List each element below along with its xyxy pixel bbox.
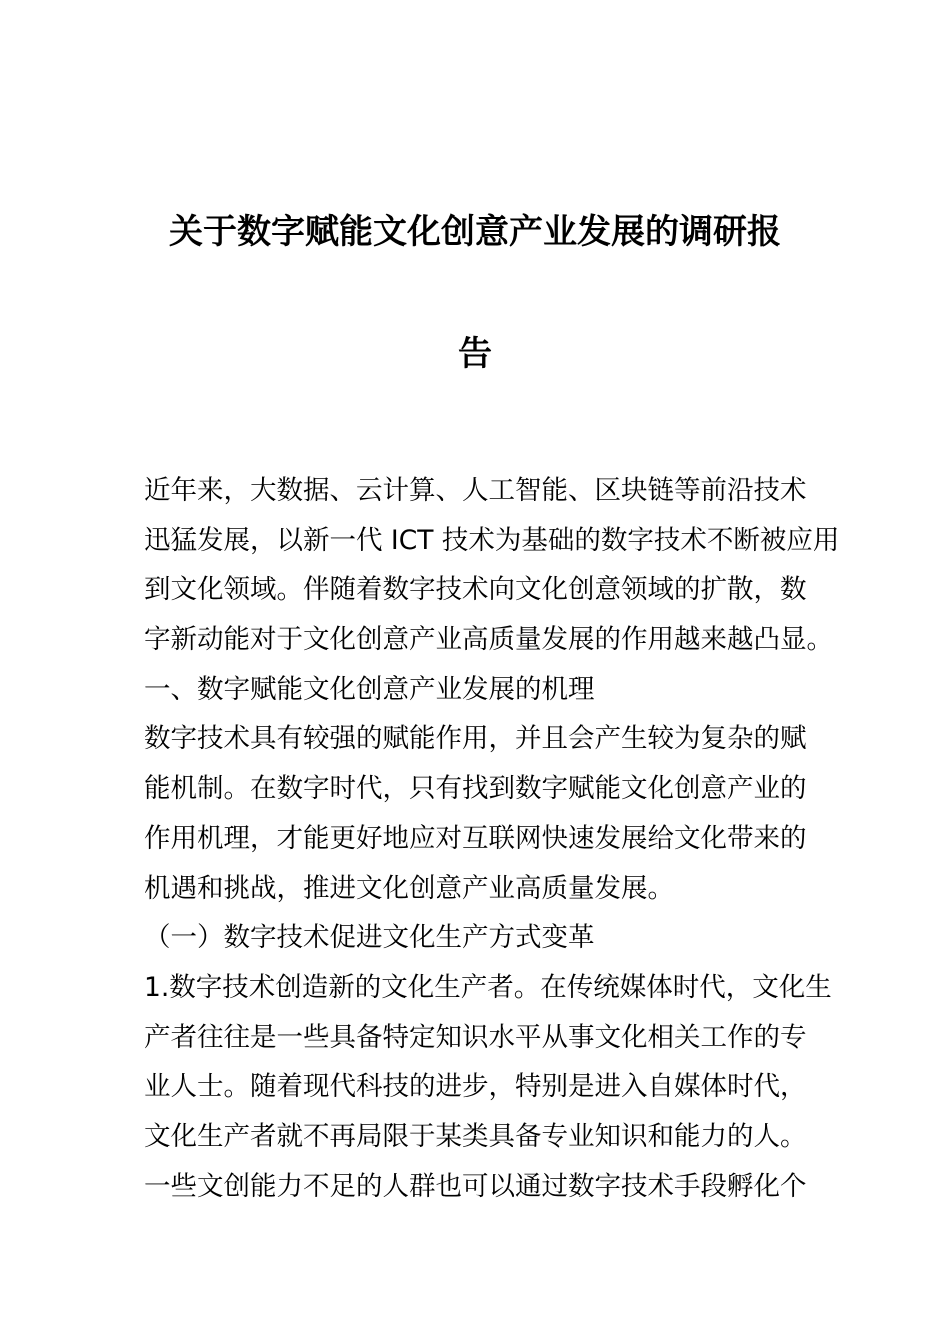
body-line: 到文化领域。伴随着数字技术向文化创意领域的扩散，数 <box>144 574 807 606</box>
body-line: 能机制。在数字时代，只有找到数字赋能文化创意产业的 <box>144 773 807 805</box>
section-heading: 一、数字赋能文化创意产业发展的机理 <box>144 673 595 705</box>
subsection-heading: （一）数字技术促进文化生产方式变革 <box>144 922 595 954</box>
body-line: 业人士。随着现代科技的进步，特别是进入自媒体时代， <box>144 1071 807 1103</box>
body-line: 1.数字技术创造新的文化生产者。在传统媒体时代，文化生 <box>144 971 832 1003</box>
body-line: 产者往往是一些具备特定知识水平从事文化相关工作的专 <box>144 1021 807 1053</box>
body-line: 文化生产者就不再局限于某类具备专业知识和能力的人。 <box>144 1120 807 1152</box>
document-title-line-2: 告 <box>458 334 492 374</box>
body-line: 数字技术具有较强的赋能作用，并且会产生较为复杂的赋 <box>144 723 807 755</box>
body-line: 字新动能对于文化创意产业高质量发展的作用越来越凸显。 <box>144 624 833 656</box>
body-line: 机遇和挑战，推进文化创意产业高质量发展。 <box>144 872 674 904</box>
document-title-line-1: 关于数字赋能文化创意产业发展的调研报 <box>169 212 781 252</box>
body-line: 作用机理，才能更好地应对互联网快速发展给文化带来的 <box>144 822 807 854</box>
body-line: 迅猛发展，以新一代 ICT 技术为基础的数字技术不断被应用 <box>144 524 840 556</box>
document-body <box>144 466 840 1211</box>
body-line: 近年来，大数据、云计算、人工智能、区块链等前沿技术 <box>144 475 807 506</box>
body-line: 一些文创能力不足的人群也可以通过数字技术手段孵化个 <box>144 1170 807 1202</box>
